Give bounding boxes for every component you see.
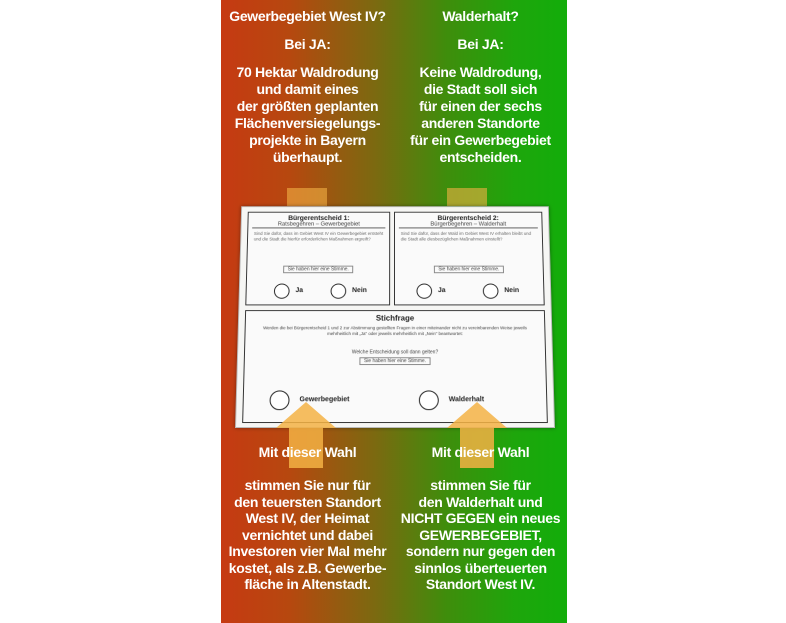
right-question-block [394,8,567,166]
left-yes-line: der größten geplanten [236,98,379,114]
right-yes-line: für einen der sechs [419,98,542,114]
left-choice-line: stimmen Sie nur für [244,477,371,493]
left-choice-line: West IV, der Heimat [245,510,370,526]
ballot-1-no-label: Nein [352,287,367,294]
ballot-1-yes-circle[interactable] [274,284,290,299]
left-yes-line: überhaupt. [272,149,343,165]
arrow-down-left-icon [287,188,327,206]
right-choice-description [394,477,567,593]
left-yes-line: projekte in Bayern [249,132,366,148]
left-choice-line: fläche in Altenstadt. [244,576,371,592]
left-choice-block [221,444,394,593]
left-question-block [221,8,394,166]
right-choice-line: sondern nur gegen den [405,543,556,559]
ballot-paper [235,206,555,428]
ballot-1-text: Sind Sie dafür, dass im Gebiet West IV ein Gewerbegebiet entsteht und die Stadt die hierfür erforderlichen Maßnahmen ergreift? [253,231,384,241]
left-yes-description [221,64,394,166]
ballot-2-vote-note: Sie haben hier eine Stimme. [434,266,504,274]
right-yes-line: die Stadt soll sich [423,81,538,97]
option-gewerbegebiet-label: Gewerbegebiet [299,396,350,404]
ballot-1-subtitle: Ratsbegehren – Gewerbegebiet [252,222,385,228]
ballot-1-vote-note: Sie haben hier eine Stimme. [283,266,353,274]
right-heading: Walderhalt? [442,8,519,24]
left-yes-line: und damit eines [256,81,359,97]
ballot-2-no-label: Nein [504,287,520,294]
ballot-2-no-circle[interactable] [483,284,499,299]
right-choice-line: NICHT GEGEN ein neues [400,510,561,526]
right-yes-line: anderen Standorte [421,115,540,131]
arrow-up-right-icon [447,402,507,428]
ballot-2-yes-circle[interactable] [416,284,432,299]
right-yes-line: entscheiden. [439,149,522,165]
left-heading: Gewerbegebiet West IV? [229,8,386,24]
ballot-1-title: Bürgerentscheid 1: [288,215,350,222]
right-choice-line: stimmen Sie für [430,477,531,493]
ballot-2-title: Bürgerentscheid 2: [437,215,499,222]
left-choice-description [221,477,394,593]
right-choice-block [394,444,567,593]
left-if-yes: Bei JA: [284,36,331,52]
right-choice-line: GEWERBEGEBIET, [419,526,542,543]
ballot-box-1 [245,212,390,306]
arrow-down-right-icon [447,188,487,206]
ballot-2-yes-label: Ja [437,287,446,294]
ballot-box-2 [394,212,545,306]
left-choice-line: vernichtet und dabei [242,526,373,543]
stichfrage-text: Werden die bei Bürgerentscheid 1 und 2 zur Abstimmung gestellten Fragen in einer miteinander nicht zu vereinbarenden Weise jeweils mehrheitlich mit „Ja" oder jeweils mehrheitlich mit „Nein" beantwortet: [263,325,527,336]
ballot-2-text: Sind Sie dafür, dass der Wald im Gebiet West IV erhalten bleibt und die Stadt alle diesbezüglichen Maßnahmen einstellt? [400,231,532,241]
right-with-choice: Mit dieser Wahl [431,444,530,460]
ballot-2-subtitle: Bürgerbegehren – Walderhalt [399,222,538,228]
right-yes-line: Keine Waldrodung, [419,64,542,80]
left-choice-line: den teuersten Standort [234,493,381,510]
option-walderhalt-label: Walderhalt [448,396,485,404]
ballot-1-yes-label: Ja [295,287,304,294]
left-choice-line: Investoren vier Mal mehr [228,543,387,559]
left-choice-line: kostet, als z.B. Gewerbe- [228,559,387,576]
stichfrage-title: Stichfrage [375,313,415,323]
right-if-yes: Bei JA: [457,36,504,52]
right-choice-line: den Walderhalt und [418,493,543,510]
left-yes-line: 70 Hektar Waldrodung [236,64,379,80]
right-choice-line: Standort West IV. [425,576,536,592]
ballot-1-no-circle[interactable] [330,284,346,299]
stichfrage-vote-note: Sie haben hier eine Stimme. [359,357,430,365]
arrow-up-left-icon [276,402,336,428]
left-yes-line: Flächenversiegelungs- [234,115,381,131]
campaign-poster [221,0,567,623]
stichfrage-question: Welche Entscheidung soll dann gelten? [351,349,439,356]
left-with-choice: Mit dieser Wahl [258,444,357,460]
right-yes-line: für ein Gewerbegebiet [410,132,551,148]
right-yes-description [394,64,567,166]
right-choice-line: sinnlos überteuerten [414,559,547,576]
option-walderhalt-circle[interactable] [419,390,439,410]
